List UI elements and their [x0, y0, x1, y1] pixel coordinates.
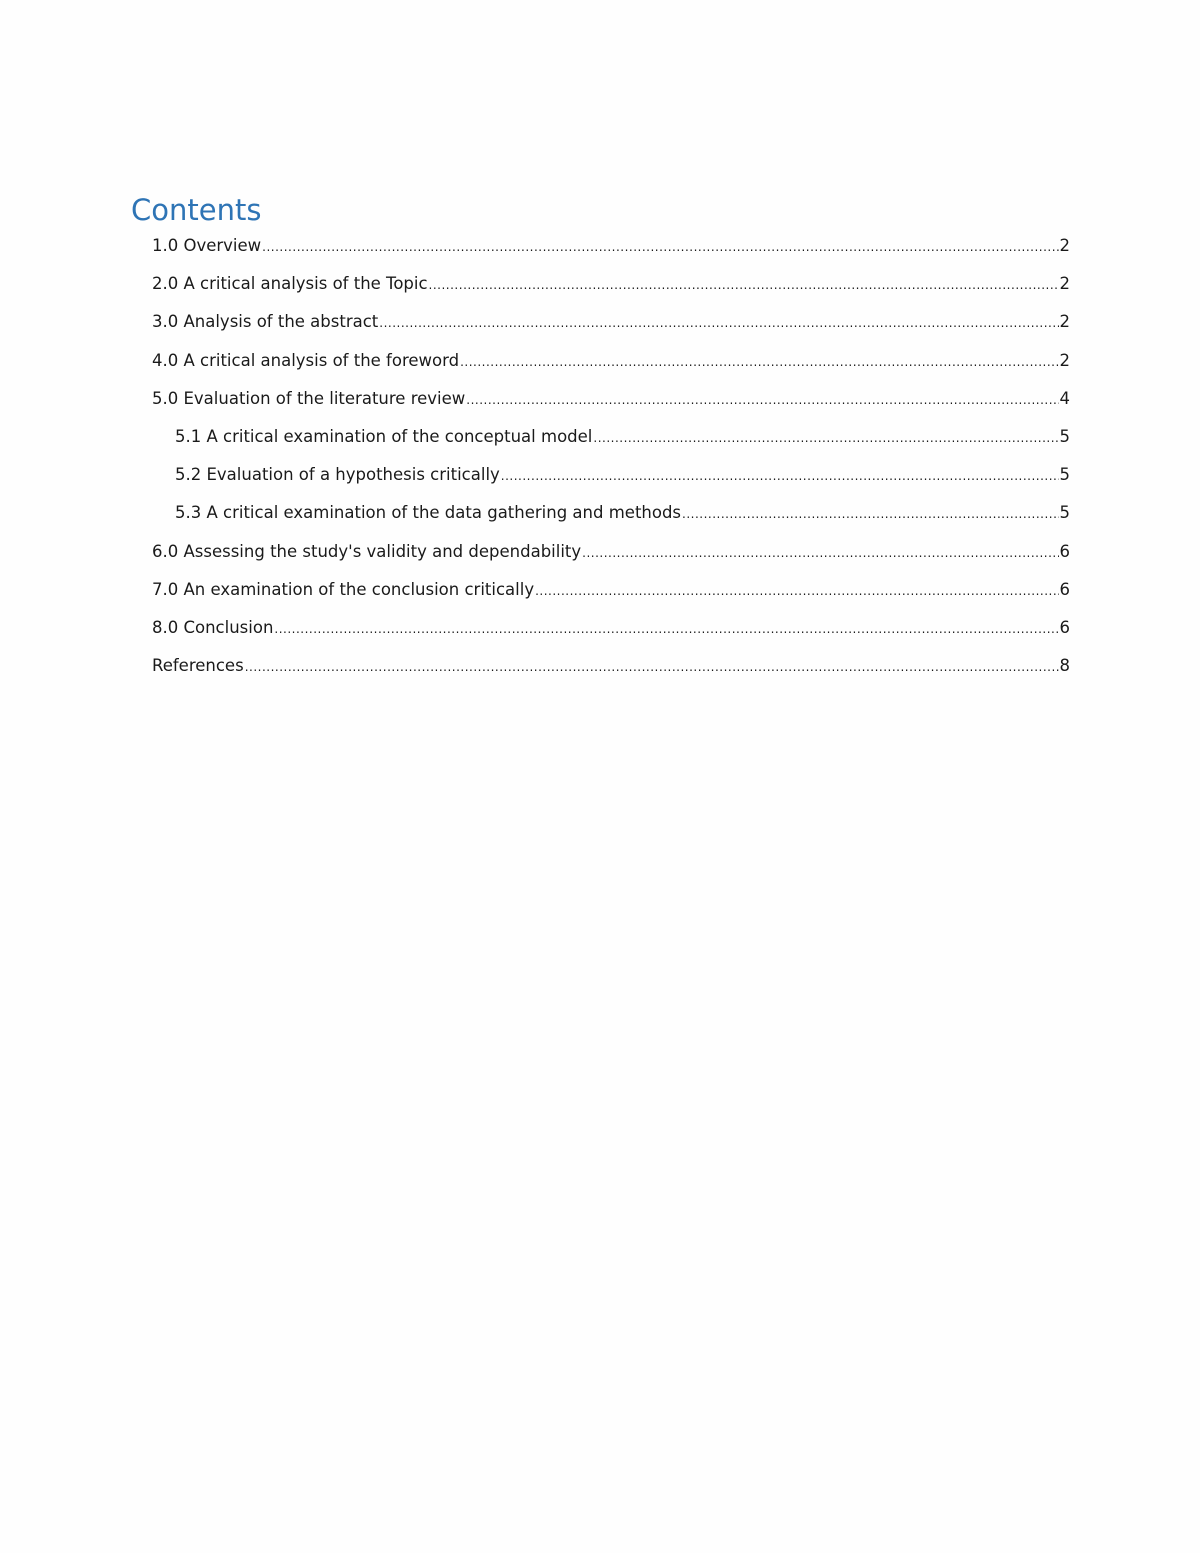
- toc-heading: Contents: [131, 193, 262, 227]
- toc-entry-page[interactable]: 6: [1059, 541, 1070, 561]
- toc-entry-validity[interactable]: [0, 536, 1200, 574]
- toc-entry-references[interactable]: [0, 650, 1200, 688]
- toc-list: [0, 230, 1200, 688]
- toc-entry-conclusion-examination[interactable]: [0, 574, 1200, 612]
- toc-dot-leader: [429, 268, 1059, 301]
- toc-entry-page[interactable]: 6: [1059, 617, 1070, 637]
- toc-entry-title[interactable]: 5.1 A critical examination of the conceptual model: [175, 426, 593, 446]
- toc-entry-page[interactable]: 5: [1059, 426, 1070, 446]
- toc-dot-leader: [535, 574, 1058, 607]
- toc-dot-leader: [682, 497, 1058, 530]
- toc-entry-page[interactable]: 6: [1059, 579, 1070, 599]
- toc-entry-data-methods[interactable]: [0, 497, 1200, 535]
- toc-dot-leader: [460, 345, 1058, 378]
- toc-dot-leader: [379, 306, 1058, 339]
- toc-dot-leader: [262, 230, 1058, 263]
- toc-entry-topic-analysis[interactable]: [0, 268, 1200, 306]
- toc-entry-literature-review[interactable]: [0, 383, 1200, 421]
- toc-dot-leader: [593, 421, 1058, 454]
- toc-entry-page[interactable]: 4: [1059, 388, 1070, 408]
- toc-entry-page[interactable]: 2: [1059, 312, 1070, 332]
- toc-dot-leader: [582, 536, 1058, 569]
- toc-dot-leader: [274, 612, 1058, 645]
- toc-entry-title[interactable]: 2.0 A critical analysis of the Topic: [152, 274, 428, 294]
- toc-entry-title[interactable]: 5.3 A critical examination of the data gathering and methods: [175, 503, 682, 523]
- toc-entry-conceptual-model[interactable]: [0, 421, 1200, 459]
- toc-entry-hypothesis[interactable]: [0, 459, 1200, 497]
- toc-entry-page[interactable]: 2: [1059, 236, 1070, 255]
- toc-entry-title[interactable]: References: [152, 656, 244, 676]
- toc-entry-title[interactable]: 7.0 An examination of the conclusion critically: [152, 579, 535, 599]
- toc-entry-title[interactable]: 1.0 Overview: [152, 236, 262, 255]
- toc-dot-leader: [466, 383, 1058, 416]
- toc-entry-title[interactable]: 3.0 Analysis of the abstract: [152, 312, 379, 332]
- toc-entry-abstract-analysis[interactable]: [0, 306, 1200, 344]
- toc-entry-overview[interactable]: [0, 230, 1200, 268]
- toc-entry-title[interactable]: 4.0 A critical analysis of the foreword: [152, 350, 460, 370]
- toc-entry-foreword-analysis[interactable]: [0, 345, 1200, 383]
- toc-entry-page[interactable]: 8: [1059, 656, 1070, 676]
- toc-entry-page[interactable]: 2: [1059, 350, 1070, 370]
- toc-entry-conclusion[interactable]: [0, 612, 1200, 650]
- toc-entry-page[interactable]: 2: [1059, 274, 1070, 294]
- toc-entry-title[interactable]: 5.2 Evaluation of a hypothesis critically: [175, 465, 500, 485]
- toc-entry-page[interactable]: 5: [1059, 503, 1070, 523]
- toc-entry-title[interactable]: 5.0 Evaluation of the literature review: [152, 388, 466, 408]
- toc-entry-title[interactable]: 8.0 Conclusion: [152, 617, 274, 637]
- toc-entry-title[interactable]: 6.0 Assessing the study's validity and dependability: [152, 541, 582, 561]
- toc-dot-leader: [245, 650, 1059, 683]
- toc-entry-page[interactable]: 5: [1059, 465, 1070, 485]
- toc-dot-leader: [501, 459, 1059, 492]
